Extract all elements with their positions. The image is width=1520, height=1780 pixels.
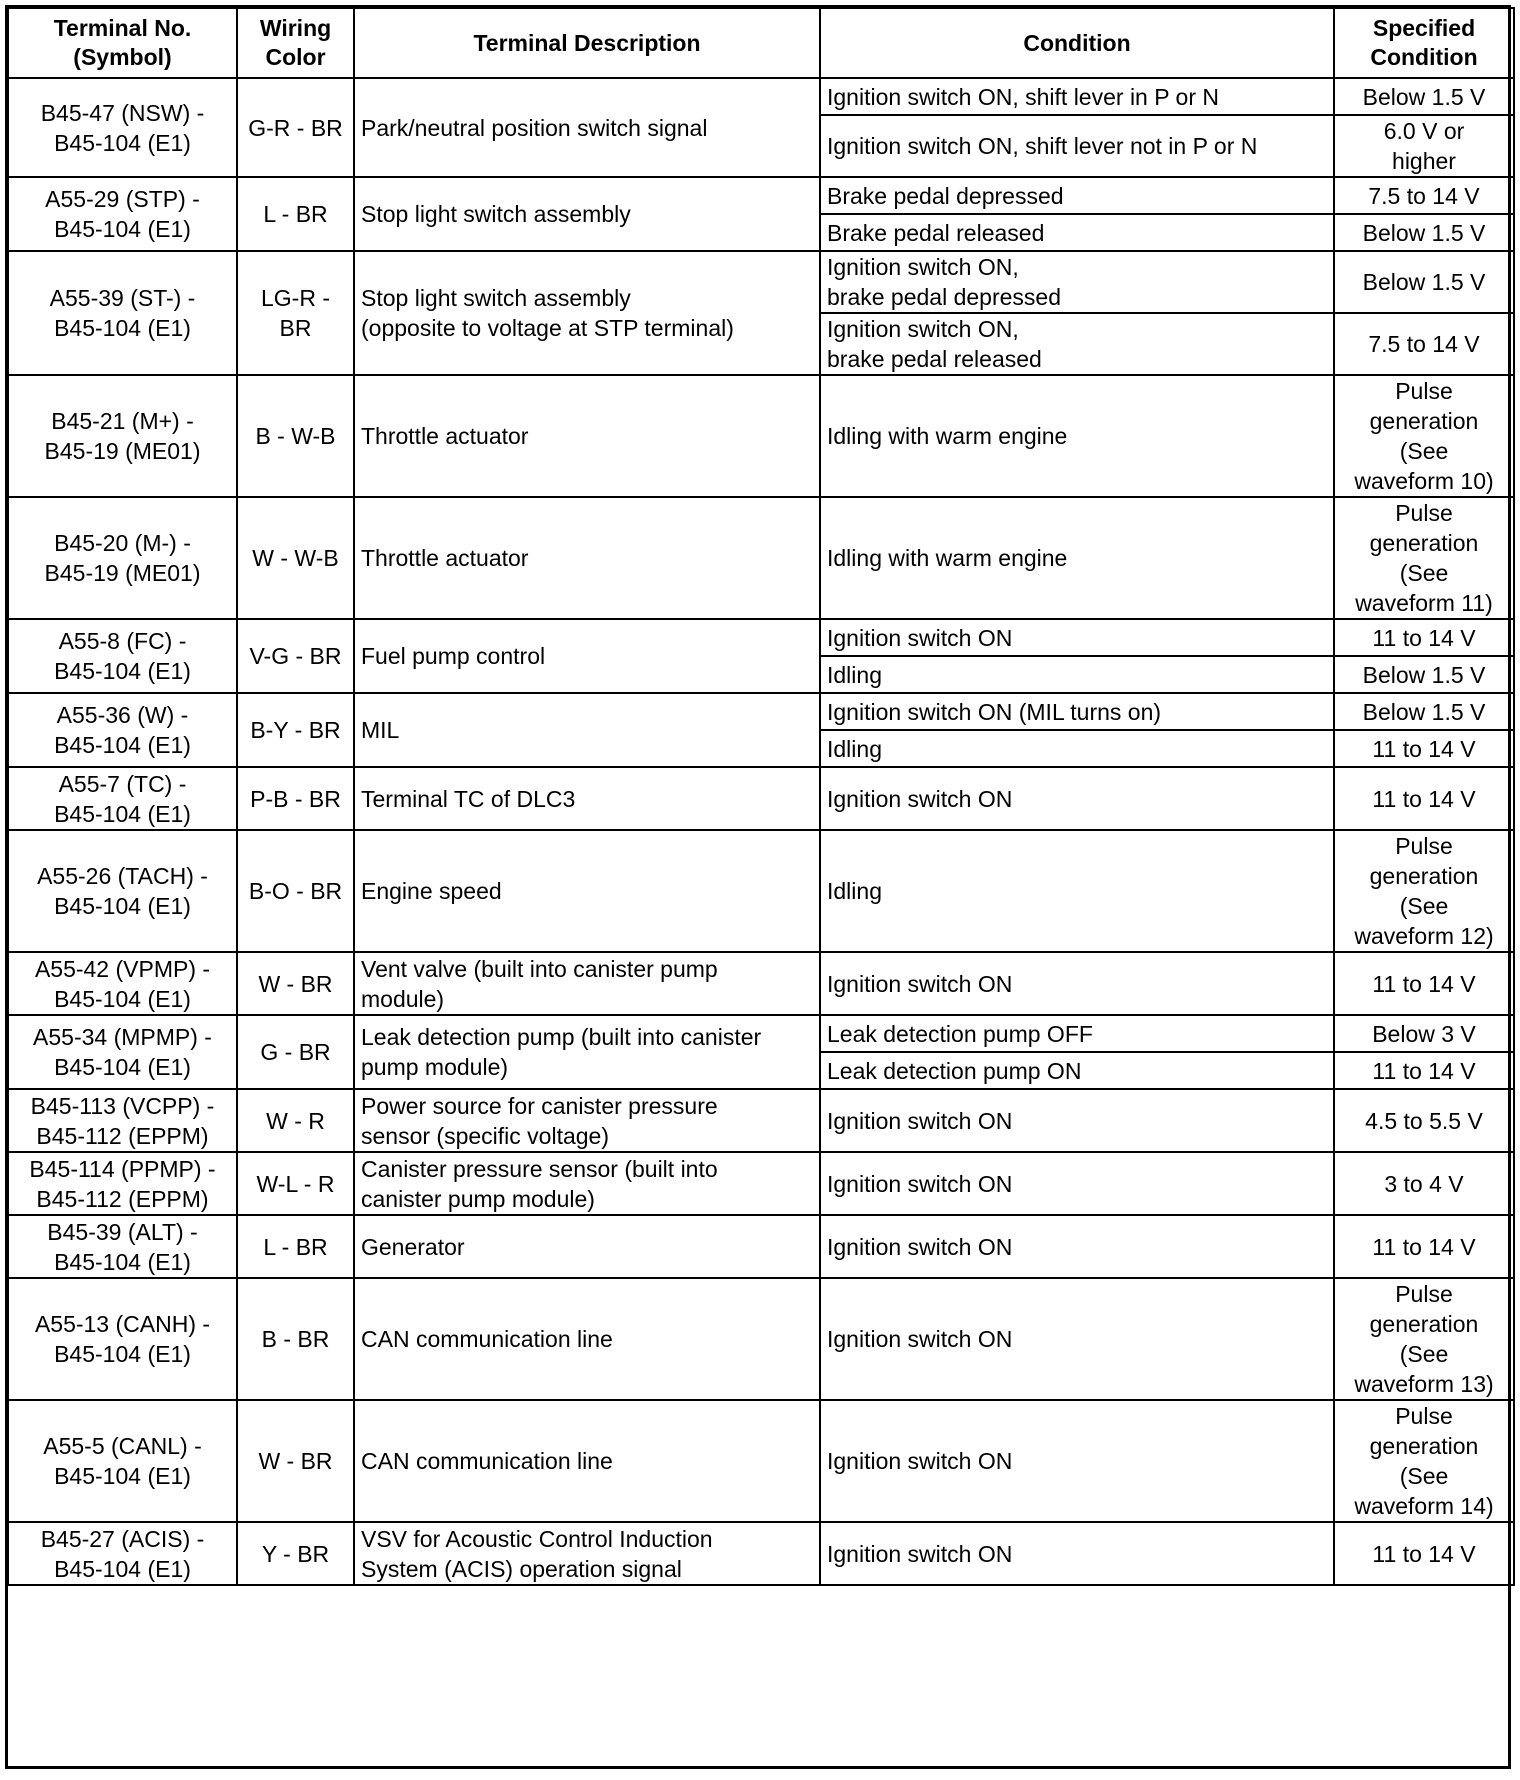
condition-cell: Ignition switch ON (MIL turns on) [820, 693, 1334, 730]
condition-cell: Leak detection pump OFF [820, 1015, 1334, 1052]
wiring-color-cell: W - BR [237, 952, 354, 1015]
table-row [8, 177, 1514, 214]
wiring-color-cell: B - W-B [237, 375, 354, 497]
header-row [8, 8, 1514, 78]
terminal-cell: B45-20 (M-) - B45-19 (ME01) [8, 497, 237, 619]
terminal-cell: A55-29 (STP) - B45-104 (E1) [8, 177, 237, 251]
condition-cell: Ignition switch ON, brake pedal released [820, 313, 1334, 375]
table-row [8, 251, 1514, 313]
condition-cell: Ignition switch ON, shift lever not in P or N [820, 115, 1334, 177]
wiring-color-cell: V-G - BR [237, 619, 354, 693]
terminal-cell: B45-114 (PPMP) - B45-112 (EPPM) [8, 1152, 237, 1215]
wiring-color-cell: W - BR [237, 1400, 354, 1522]
table-row [8, 375, 1514, 497]
terminal-cell: B45-21 (M+) - B45-19 (ME01) [8, 375, 237, 497]
terminal-voltage-table [7, 7, 1515, 1586]
condition-cell: Ignition switch ON [820, 952, 1334, 1015]
table-row [8, 693, 1514, 730]
description-cell: Canister pressure sensor (built into canister pump module) [354, 1152, 820, 1215]
table-row [8, 952, 1514, 1015]
condition-cell: Ignition switch ON [820, 767, 1334, 830]
terminal-cell: A55-39 (ST-) - B45-104 (E1) [8, 251, 237, 375]
terminal-cell: A55-42 (VPMP) - B45-104 (E1) [8, 952, 237, 1015]
specified-condition-cell: 11 to 14 V [1334, 730, 1514, 767]
terminal-cell: A55-34 (MPMP) - B45-104 (E1) [8, 1015, 237, 1089]
description-cell: Generator [354, 1215, 820, 1278]
specified-condition-cell: Pulse generation (See waveform 10) [1334, 375, 1514, 497]
description-cell: Stop light switch assembly (opposite to voltage at STP terminal) [354, 251, 820, 375]
condition-cell: Ignition switch ON [820, 1152, 1334, 1215]
condition-cell: Ignition switch ON [820, 619, 1334, 656]
description-cell: Throttle actuator [354, 497, 820, 619]
condition-cell: Brake pedal depressed [820, 177, 1334, 214]
wiring-color-cell: B-Y - BR [237, 693, 354, 767]
table-row [8, 1089, 1514, 1152]
specified-condition-cell: Pulse generation (See waveform 13) [1334, 1278, 1514, 1400]
description-cell: Leak detection pump (built into canister pump module) [354, 1015, 820, 1089]
wiring-color-cell: L - BR [237, 1215, 354, 1278]
specified-condition-cell: 6.0 V or higher [1334, 115, 1514, 177]
specified-condition-cell: Pulse generation (See waveform 12) [1334, 830, 1514, 952]
condition-cell: Idling with warm engine [820, 497, 1334, 619]
specified-condition-cell: Below 1.5 V [1334, 656, 1514, 693]
terminal-cell: B45-113 (VCPP) - B45-112 (EPPM) [8, 1089, 237, 1152]
condition-cell: Idling [820, 656, 1334, 693]
wiring-color-cell: B - BR [237, 1278, 354, 1400]
description-cell: Park/neutral position switch signal [354, 78, 820, 177]
table-row [8, 1400, 1514, 1522]
header-condition: Condition [820, 8, 1334, 78]
specified-condition-cell: 7.5 to 14 V [1334, 313, 1514, 375]
header-wiring-color: Wiring Color [237, 8, 354, 78]
specified-condition-cell: Pulse generation (See waveform 14) [1334, 1400, 1514, 1522]
table-row [8, 767, 1514, 830]
condition-cell: Ignition switch ON [820, 1400, 1334, 1522]
condition-cell: Ignition switch ON [820, 1089, 1334, 1152]
terminal-cell: A55-7 (TC) - B45-104 (E1) [8, 767, 237, 830]
specified-condition-cell: 11 to 14 V [1334, 767, 1514, 830]
wiring-color-cell: L - BR [237, 177, 354, 251]
specified-condition-cell: Below 1.5 V [1334, 693, 1514, 730]
terminal-cell: A55-5 (CANL) - B45-104 (E1) [8, 1400, 237, 1522]
wiring-color-cell: B-O - BR [237, 830, 354, 952]
terminal-cell: B45-27 (ACIS) - B45-104 (E1) [8, 1522, 237, 1585]
table-row [8, 1015, 1514, 1052]
description-cell: Throttle actuator [354, 375, 820, 497]
header-specified-condition: Specified Condition [1334, 8, 1514, 78]
condition-cell: Leak detection pump ON [820, 1052, 1334, 1089]
wiring-color-cell: Y - BR [237, 1522, 354, 1585]
description-cell: VSV for Acoustic Control Induction System (ACIS) operation signal [354, 1522, 820, 1585]
table-body [8, 78, 1514, 1585]
description-cell: Power source for canister pressure sensor (specific voltage) [354, 1089, 820, 1152]
terminal-cell: B45-47 (NSW) - B45-104 (E1) [8, 78, 237, 177]
condition-cell: Ignition switch ON [820, 1522, 1334, 1585]
condition-cell: Ignition switch ON, brake pedal depressed [820, 251, 1334, 313]
specified-condition-cell: Below 3 V [1334, 1015, 1514, 1052]
specified-condition-cell: 7.5 to 14 V [1334, 177, 1514, 214]
table-row [8, 1278, 1514, 1400]
specified-condition-cell: 11 to 14 V [1334, 619, 1514, 656]
table-row [8, 830, 1514, 952]
condition-cell: Idling [820, 830, 1334, 952]
condition-cell: Brake pedal released [820, 214, 1334, 251]
terminal-cell: A55-8 (FC) - B45-104 (E1) [8, 619, 237, 693]
table-row [8, 1215, 1514, 1278]
condition-cell: Ignition switch ON, shift lever in P or N [820, 78, 1334, 115]
description-cell: Engine speed [354, 830, 820, 952]
table-row [8, 1152, 1514, 1215]
specified-condition-cell: 11 to 14 V [1334, 1522, 1514, 1585]
table-row [8, 1522, 1514, 1585]
header-terminal-description: Terminal Description [354, 8, 820, 78]
description-cell: CAN communication line [354, 1400, 820, 1522]
table-row [8, 619, 1514, 656]
description-cell: Fuel pump control [354, 619, 820, 693]
wiring-color-cell: LG-R - BR [237, 251, 354, 375]
specified-condition-cell: 11 to 14 V [1334, 952, 1514, 1015]
wiring-color-cell: G-R - BR [237, 78, 354, 177]
terminal-cell: B45-39 (ALT) - B45-104 (E1) [8, 1215, 237, 1278]
description-cell: Vent valve (built into canister pump module) [354, 952, 820, 1015]
specified-condition-cell: Pulse generation (See waveform 11) [1334, 497, 1514, 619]
specified-condition-cell: 11 to 14 V [1334, 1052, 1514, 1089]
wiring-color-cell: W-L - R [237, 1152, 354, 1215]
wiring-color-cell: P-B - BR [237, 767, 354, 830]
specified-condition-cell: 11 to 14 V [1334, 1215, 1514, 1278]
condition-cell: Idling with warm engine [820, 375, 1334, 497]
wiring-color-cell: G - BR [237, 1015, 354, 1089]
header-terminal: Terminal No. (Symbol) [8, 8, 237, 78]
specified-condition-cell: 3 to 4 V [1334, 1152, 1514, 1215]
specified-condition-cell: 4.5 to 5.5 V [1334, 1089, 1514, 1152]
condition-cell: Ignition switch ON [820, 1278, 1334, 1400]
table-row [8, 497, 1514, 619]
wiring-color-cell: W - W-B [237, 497, 354, 619]
specified-condition-cell: Below 1.5 V [1334, 214, 1514, 251]
description-cell: MIL [354, 693, 820, 767]
specified-condition-cell: Below 1.5 V [1334, 251, 1514, 313]
terminal-cell: A55-13 (CANH) - B45-104 (E1) [8, 1278, 237, 1400]
terminal-cell: A55-26 (TACH) - B45-104 (E1) [8, 830, 237, 952]
wiring-color-cell: W - R [237, 1089, 354, 1152]
specified-condition-cell: Below 1.5 V [1334, 78, 1514, 115]
condition-cell: Idling [820, 730, 1334, 767]
description-cell: CAN communication line [354, 1278, 820, 1400]
description-cell: Terminal TC of DLC3 [354, 767, 820, 830]
table-row [8, 78, 1514, 115]
condition-cell: Ignition switch ON [820, 1215, 1334, 1278]
terminal-cell: A55-36 (W) - B45-104 (E1) [8, 693, 237, 767]
description-cell: Stop light switch assembly [354, 177, 820, 251]
